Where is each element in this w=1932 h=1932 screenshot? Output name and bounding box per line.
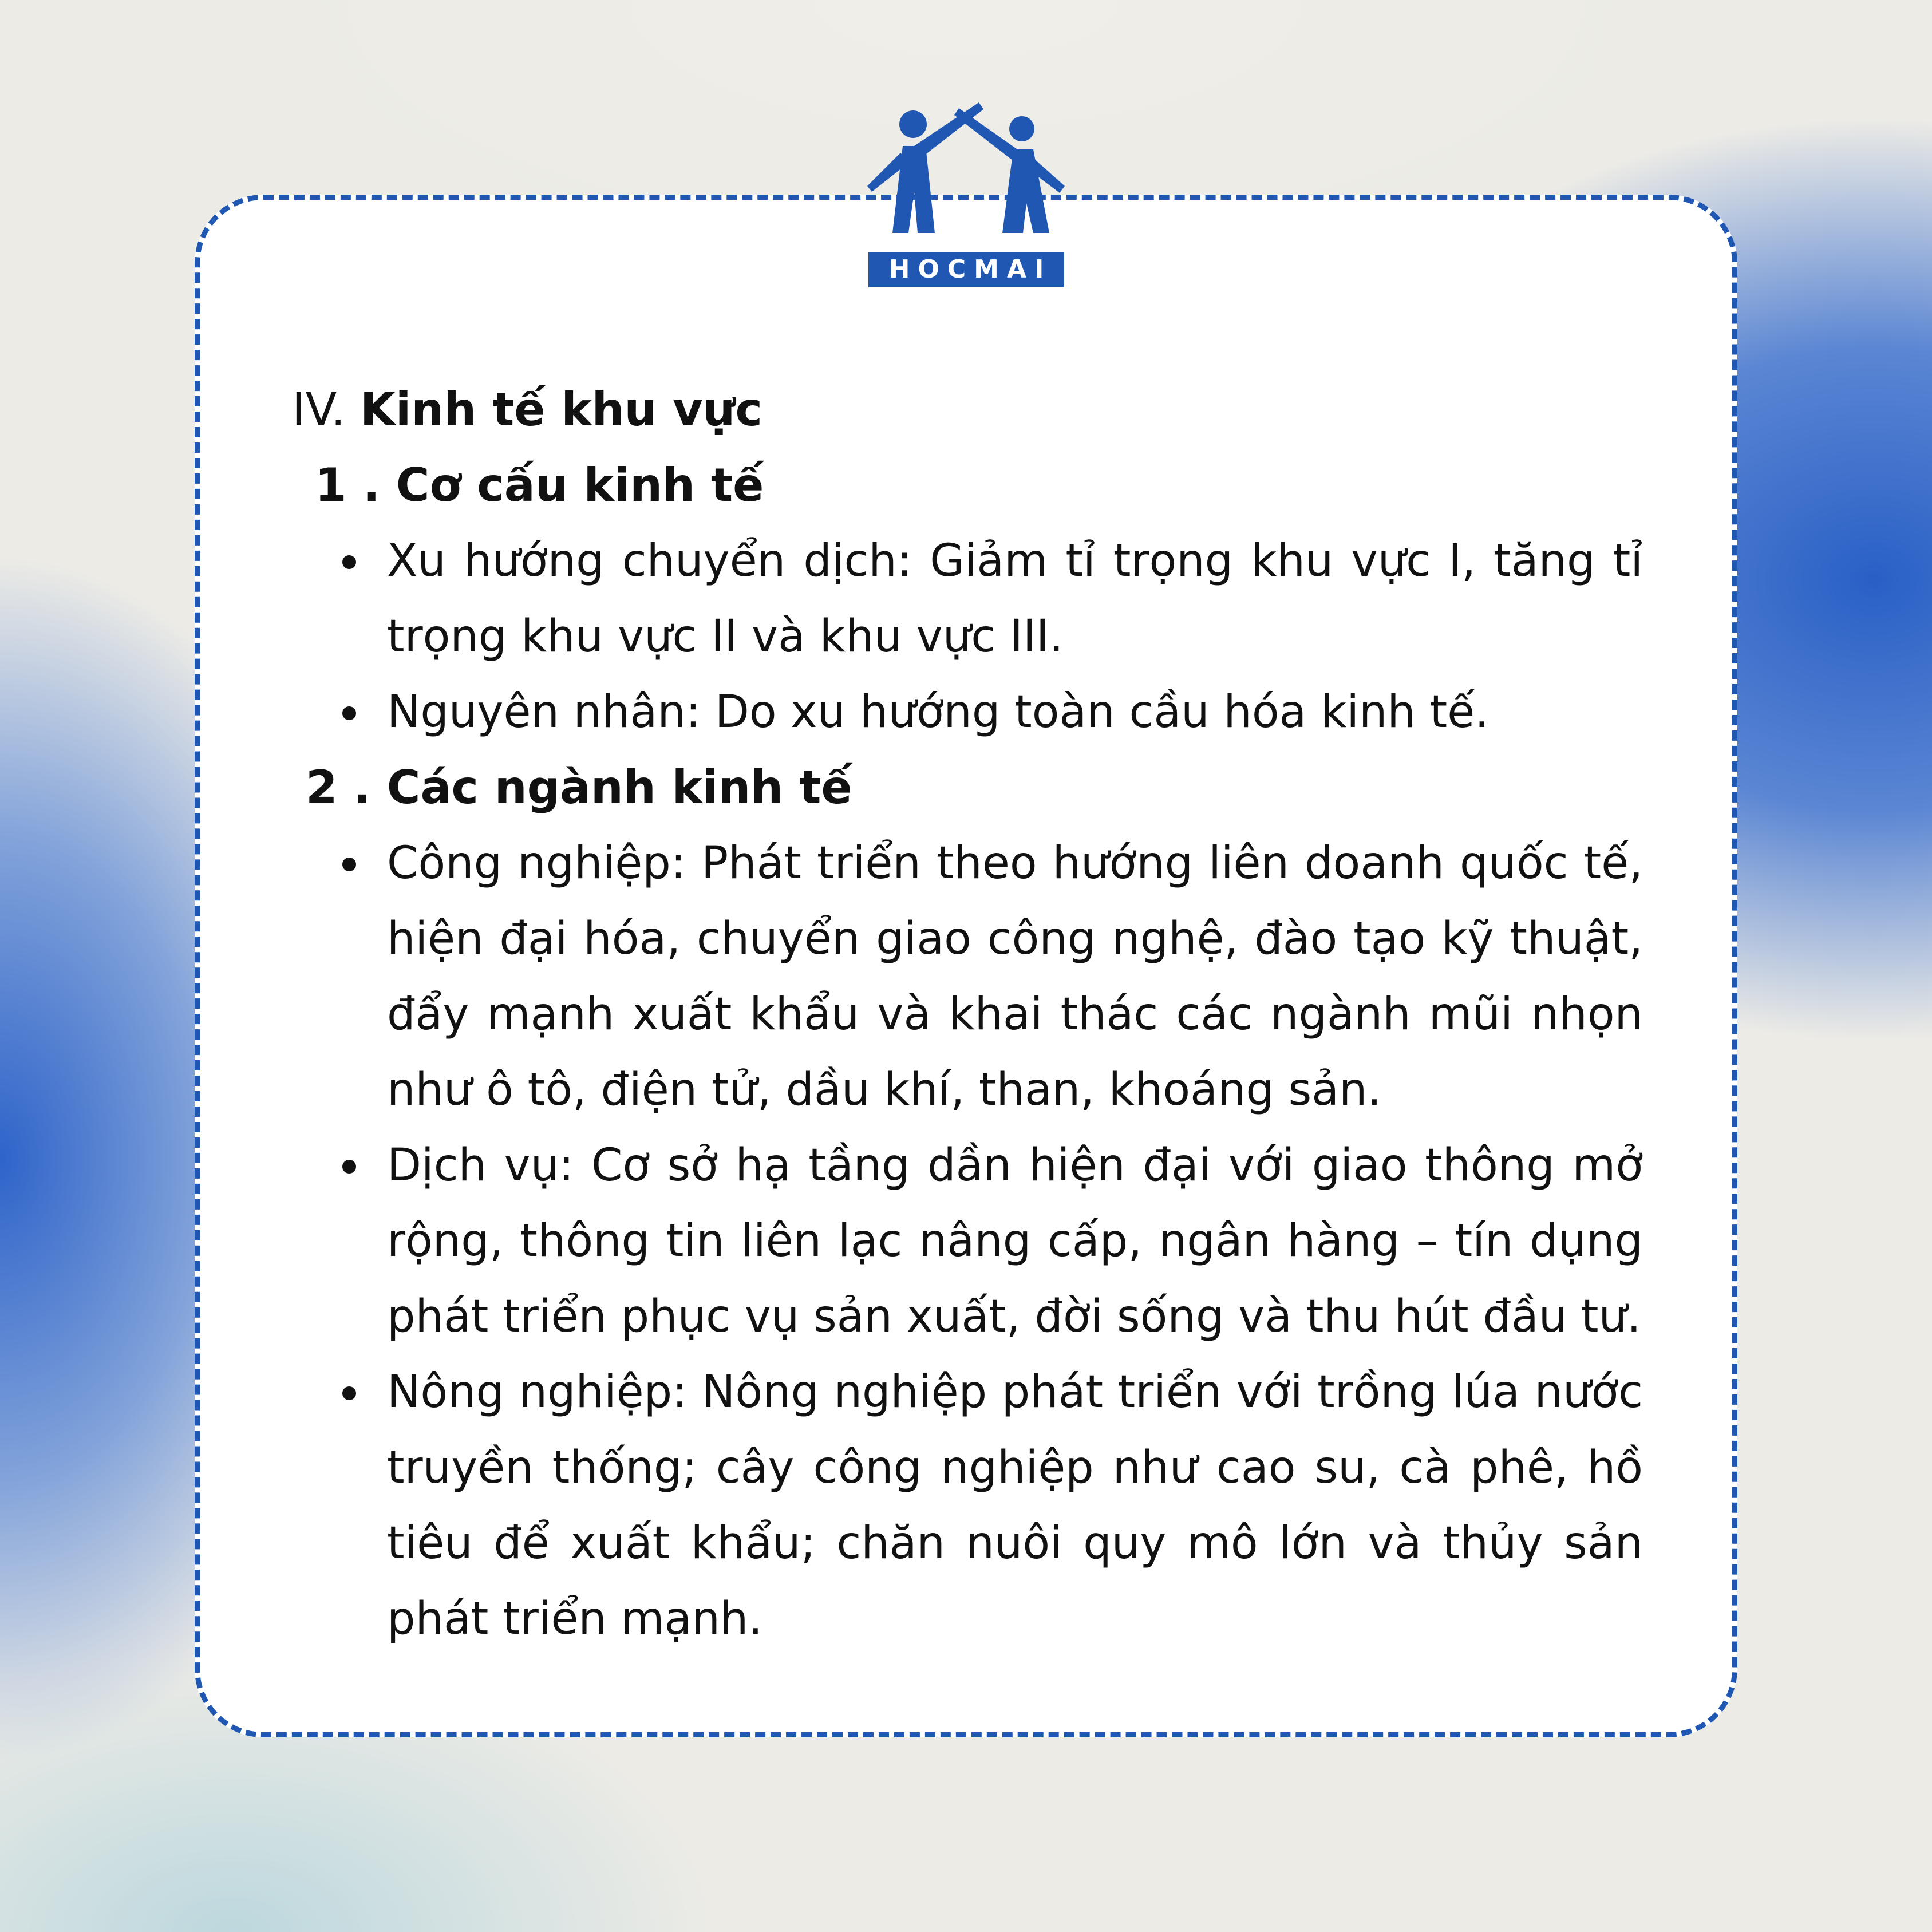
section-number: IV. xyxy=(292,383,360,436)
bullet-list-2 xyxy=(292,825,1643,1657)
list-item: Xu hướng chuyển dịch: Giảm tỉ trọng khu vực I, tăng tỉ trọng khu vực II và khu vực III. xyxy=(292,523,1643,674)
document-content xyxy=(292,372,1643,1657)
bullet-list-1 xyxy=(292,523,1643,750)
section-heading xyxy=(292,372,1643,448)
list-item: Nguyên nhân: Do xu hướng toàn cầu hóa kinh tế. xyxy=(292,674,1643,750)
list-item: Công nghiệp: Phát triển theo hướng liên doanh quốc tế, hiện đại hóa, chuyển giao công nghệ, đào tạo kỹ thuật, đẩy mạnh xuất khẩu và khai thác các ngành mũi nhọn như ô tô, điện tử, dầu khí, than, khoáng sản. xyxy=(292,825,1643,1128)
section-title: Kinh tế khu vực xyxy=(359,383,762,436)
subsection-heading-1: 1 . Cơ cấu kinh tế xyxy=(315,459,764,512)
list-item: Nông nghiệp: Nông nghiệp phát triển với trồng lúa nước truyền thống; cây công nghiệp như cao su, cà phê, hồ tiêu để xuất khẩu; chăn nuôi quy mô lớn và thủy sản phát triển mạnh. xyxy=(292,1354,1643,1657)
list-item: Dịch vụ: Cơ sở hạ tầng dần hiện đại với giao thông mở rộng, thông tin liên lạc nâng cấp, ngân hàng – tín dụng phát triển phục vụ sản xuất, đời sống và thu hút đầu tư. xyxy=(292,1128,1643,1354)
subsection-heading-2: 2 . Các ngành kinh tế xyxy=(306,761,852,814)
hocmai-logo-text: HOCMAI xyxy=(868,252,1064,287)
